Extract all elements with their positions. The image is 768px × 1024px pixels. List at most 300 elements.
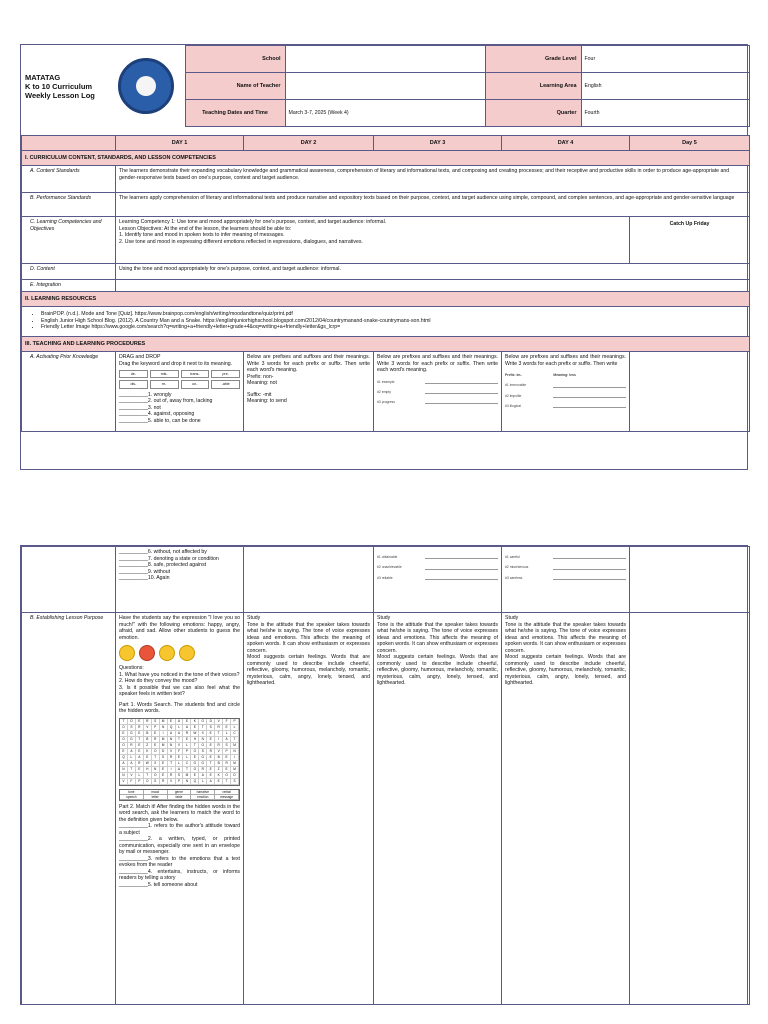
teacher-label: Name of Teacher [185,73,285,100]
word-search-letter[interactable]: R [136,761,144,767]
word-search-letter[interactable]: T [199,725,207,731]
worksheet-row-label: #2 impolite [505,393,522,398]
word-search-letter[interactable]: X [152,761,160,767]
objective-2: 2. Use tone and mood in expressing different emotions reflected in expressions, dialogues, and narratives. [119,238,363,245]
learning-area-label: Learning Area [485,73,581,100]
word-bank-item: verbal [215,790,239,795]
word-search-letter[interactable]: N [183,779,191,785]
title-line-2: K to 10 Curriculum [25,81,93,91]
afraid-face-icon [159,645,175,661]
word-search-letter[interactable]: N [168,743,176,749]
day2-suffix: Suffix: -mit [247,391,272,398]
word-search-letter[interactable]: T [223,779,231,785]
word-bank-item: mood [144,790,168,795]
match-item: __________5. tell someone about [119,881,198,888]
word-search-letter[interactable]: A [128,761,136,767]
word-search-letter[interactable]: S [207,725,215,731]
match-item: __________3. refers to the emotions that a text evokes from the reader [119,855,240,868]
word-search-letter[interactable]: B [144,731,152,737]
catch-up-friday: Catch Up Friday [630,217,750,264]
word-search-letter[interactable]: A [183,725,191,731]
dates-value[interactable]: March 3-7, 2025 (Week 4) [285,100,485,127]
word-search-letter[interactable]: T [176,737,184,743]
word-search-letter[interactable]: E [207,773,215,779]
word-search-letter[interactable]: O [191,761,199,767]
emotion-activity-instructions: Have the students say the expression "I love you so much!" with the following emotions: happy, angry, afraid, and sad. Allow other students to guess the emotion. [119,615,240,641]
word-search-letter[interactable]: N [120,767,128,773]
word-search-letter[interactable]: E [207,743,215,749]
word-search-letter[interactable]: O [199,719,207,725]
quarter-value[interactable]: Fourth [581,100,749,127]
competencies-cell [116,217,630,264]
word-search-letter[interactable]: E [120,731,128,737]
emotion-faces [119,645,240,661]
keyword-chip[interactable]: -able [211,380,240,388]
word-search-letter[interactable]: V [215,749,223,755]
word-bank-item: emotion [191,795,215,800]
section-3-title: III. TEACHING AND LEARNING PROCEDURES [22,337,750,352]
word-search-letter[interactable]: T [231,737,239,743]
day5-continued [630,547,750,613]
drag-drop-item: __________8. safe, protected against [119,562,207,568]
word-search-letter[interactable]: L [199,779,207,785]
day3-worksheet-image [377,380,498,405]
resource-item: • BrainPOP. (n.d.). Mode and Tone [Quiz]. https://www.brainpop.com/english/writing/moodandtone/quiz/print.pdf [41,311,746,318]
word-search-letter[interactable]: V [215,719,223,725]
word-search-letter[interactable]: A [176,719,184,725]
word-search-letter[interactable]: A [168,731,176,737]
section-2-title: II. LEARNING RESOURCES [22,292,750,307]
drag-drop-item: __________6. without, not affected by [119,549,207,555]
title-line-3: Weekly Lesson Log [25,90,95,100]
drag-drop-item: __________7. denoting a state or condition [119,555,219,562]
word-search-letter[interactable]: M [231,743,239,749]
day2-instructions: Below are prefixes and suffixes and their meanings. Write 3 words for each prefix or suffix. Then write each word's meaning. [247,354,370,373]
word-search-letter[interactable]: E [160,767,168,773]
match-item: __________4. entertains, instructs, or informs readers by telling a story [119,868,240,881]
word-search-letter[interactable]: Z [215,767,223,773]
word-search-letter[interactable]: E [223,767,231,773]
word-search-letter[interactable]: V [168,779,176,785]
word-search-letter[interactable]: N [199,737,207,743]
word-search-letter[interactable]: M [231,761,239,767]
word-search-letter[interactable]: A [120,761,128,767]
word-search-letter[interactable]: O [191,767,199,773]
word-search-letter[interactable]: O [152,749,160,755]
worksheet-row-label: #1 careful [505,555,520,559]
worksheet-row-label: #2 unachievable [377,565,402,570]
word-search-letter[interactable]: L [136,773,144,779]
content-standards-label: A. Content Standards [22,166,116,193]
worksheet-row-label: #3 reliable [377,575,393,580]
word-search-letter[interactable]: D [207,719,215,725]
day4-worksheet-continued [505,555,626,580]
word-search-letter[interactable]: F [176,749,184,755]
word-search-letter[interactable]: L [176,725,184,731]
word-search-letter[interactable]: V [168,749,176,755]
word-search-letter[interactable]: W [191,731,199,737]
content-text: Using the tone and mood appropriately for one's purpose, context, and target audience: informal. [116,264,750,280]
worksheet-row-label: #1 obtainable [377,555,398,559]
word-search-letter[interactable]: M [160,719,168,725]
dates-label: Teaching Dates and Time [185,100,285,127]
word-search-letter[interactable]: O [128,719,136,725]
worksheet-head: Meaning: less [553,373,576,377]
school-label: School [185,46,285,73]
day-1-header: DAY 1 [116,136,244,151]
establishing-lesson-purpose-label: B. Establishing Lesson Purpose [22,613,116,1005]
happy-face-icon [119,645,135,661]
keyword-chip[interactable]: re- [150,380,179,388]
content-label: D. Content [22,264,116,280]
keyword-bank [119,370,240,389]
word-search-letter[interactable]: L [176,761,184,767]
word-search-letter[interactable]: E [160,773,168,779]
header-table [21,45,750,127]
word-search-letter[interactable]: M [160,737,168,743]
word-search-letter[interactable]: L [223,731,231,737]
word-bank [119,789,240,801]
word-search-letter[interactable]: P [152,725,160,731]
keyword-chip[interactable]: pre- [211,370,240,378]
question-item: 2. How do they convey the mood? [119,678,198,684]
word-bank-item: speech [120,795,144,800]
worksheet-row-label: #1 immovable [505,383,527,388]
word-search-letter[interactable]: A [199,773,207,779]
day2-study-text: Study Tone is the attitude that the speaker takes towards what he/she is saying. The tone of voice expresses ideas and emotions. This affects the meaning of spoken words. It can show enthusiasm or expresses concern. Mood suggests certain feelings. Words that are commonly used to describe include cheerful, reflective, gloomy, humorous, melancholy, romantic, mysterious, calm, angry, lonely, tensed, and lighthearted. [244,613,374,1005]
word-search-letter[interactable]: D [231,773,239,779]
word-search-letter[interactable]: N [120,773,128,779]
day-3-header: DAY 3 [374,136,502,151]
resource-item: • English Junior High School Blog. (2012). A Country Man and a Snake. https://englishjuniorhighschool.blogspot.com/2012/04/countrymanand-snake-countrymans-son.html [41,318,746,325]
word-search-letter[interactable]: S [160,755,168,761]
keyword-chip[interactable]: de- [119,370,148,378]
word-search-letter[interactable]: I [168,767,176,773]
content-standards-text: The learners demonstrate their expanding vocabulary knowledge and grammatical awareness, comprehension of literary and informational texts, and composing and creating processes; and their receptive and productive skills in order to produce age-appropriate and gender-responsive texts based on one's purpose, context and target audience. [116,166,750,193]
word-search-letter[interactable]: E [144,755,152,761]
performance-standards-text: The learners apply comprehension of literary and informational texts and produce narrative and expository texts based on their purpose, context, and target audience using simple, compound, and complex sentences, and age-appropriate and gender-sensitive language [116,193,750,217]
teacher-value[interactable] [285,73,485,100]
word-search-letter[interactable]: S [152,779,160,785]
word-bank-item: letter [144,795,168,800]
day2-prefix: Prefix: non- [247,373,274,380]
word-search-letter[interactable]: E [191,755,199,761]
word-search-letter[interactable]: N [152,767,160,773]
day2-prefix-meaning: Meaning: not [247,380,277,386]
word-bank-item: tone [120,790,144,795]
question-item: 3. Is it possible that we can also feel what the speaker feels in written text? [119,684,240,697]
drag-drop-item: __________1. wrongly [119,391,172,398]
word-search-letter[interactable]: P [231,719,239,725]
word-search-letter[interactable]: V [128,773,136,779]
word-search-letter[interactable]: R [223,761,231,767]
objective-1: 1. Identify tone and mood in spoken texts to infer meaning of messages. [119,232,285,238]
performance-standards-label: B. Performance Standards [22,193,116,217]
word-search-letter[interactable]: O [191,749,199,755]
word-search-letter[interactable]: R [183,731,191,737]
word-search-letter[interactable]: R [168,773,176,779]
word-search-letter[interactable]: Z [144,743,152,749]
word-search-letter[interactable]: T [191,743,199,749]
day4-activating-cell [502,352,630,432]
lesson-table-continued [21,546,750,1005]
word-search-letter[interactable]: S [199,749,207,755]
day5-establishing-cell [630,613,750,1005]
word-search-letter[interactable]: G [199,755,207,761]
word-search-letter[interactable]: E [136,749,144,755]
word-search-letter[interactable]: L [231,725,239,731]
day3-study-text: Study Tone is the attitude that the speaker takes towards what he/she is saying. The tone of voice expresses ideas and emotions. This affects the meaning of spoken words. It can show enthusiasm or expresses concern. Mood suggests certain feelings. Words that are commonly used to describe include cheerful, reflective, gloomy, humorous, melancholy, romantic, mysterious, calm, angry, lonely, tensed, and lighthearted. [374,613,502,1005]
word-search-letter[interactable]: T [120,719,128,725]
learning-area-value[interactable]: English [581,73,749,100]
part1-instructions: Part 1. Words Search. The students find and circle the hidden words. [119,701,240,714]
word-search-letter[interactable]: N [231,749,239,755]
day-4-header: DAY 4 [502,136,630,151]
word-search-letter[interactable]: L [183,743,191,749]
blank-label-cell [22,547,116,613]
word-search-letter[interactable]: P [136,779,144,785]
word-search-letter[interactable]: B [215,761,223,767]
word-search-letter[interactable]: O [120,725,128,731]
word-search-letter[interactable]: L [128,755,136,761]
drag-drop-item: __________10. Again [119,575,170,581]
word-search-letter[interactable]: G [199,761,207,767]
word-search-letter[interactable]: E [136,731,144,737]
word-search-letter[interactable]: O [223,773,231,779]
deped-seal [107,46,185,127]
word-search-letter[interactable]: M [183,773,191,779]
word-bank-item: fable [168,795,192,800]
word-search-letter[interactable]: N [168,737,176,743]
resource-item: • Friendly Letter Image https://www.google.com/search?q=writing+a+friendly+letter+grade+4&oq=writing+a+friendly+letter&gs_lcrp= [41,324,746,331]
day3-continued [374,547,502,613]
sad-face-icon [179,645,195,661]
word-search-letter[interactable]: T [144,773,152,779]
day4-instructions: Below are prefixes and suffixes and their meanings. Write 3 words for each prefix or suffix. Then write [505,354,626,367]
angry-face-icon [139,645,155,661]
worksheet-row-label: #3 illogical [505,403,521,408]
word-search-letter[interactable]: E [223,755,231,761]
word-search-letter[interactable]: E [183,737,191,743]
worksheet-head: Prefix: im- [505,373,522,377]
blank-header-cell [22,136,116,151]
word-search-letter[interactable]: C [231,731,239,737]
day2-suffix-meaning: Meaning: to send [247,398,287,404]
word-search-letter[interactable]: I [231,755,239,761]
word-search-letter[interactable]: T [215,731,223,737]
section-1-title: I. CURRICULUM CONTENT, STANDARDS, AND LESSON COMPETENCIES [22,151,750,166]
school-value[interactable] [285,46,485,73]
word-search-letter[interactable]: S [223,743,231,749]
worksheet-row-label: #1 example [377,379,395,384]
word-search-letter[interactable]: A [223,737,231,743]
word-search-letter[interactable]: R [144,719,152,725]
day3-activating-cell [374,352,502,432]
keyword-chip[interactable]: un- [181,380,210,388]
document-title [21,46,107,127]
word-search-letter[interactable]: S [128,725,136,731]
word-search-letter[interactable]: S [152,719,160,725]
word-search-letter[interactable]: E [191,725,199,731]
keyword-chip[interactable]: mis- [150,370,179,378]
word-search-letter[interactable]: G [128,737,136,743]
worksheet-row-label: #2 mischievous [505,565,529,570]
day1-establishing-cell [116,613,244,1005]
word-search-letter[interactable]: E [176,755,184,761]
word-search-letter[interactable]: E [168,719,176,725]
word-search-letter[interactable]: T [207,761,215,767]
match-item: __________2. a written, typed, or printed communication, especially one sent in an envelope by mail or messenger. [119,836,240,855]
word-search-letter[interactable]: A [176,731,184,737]
word-search-letter[interactable]: E [136,719,144,725]
word-search-letter[interactable]: T [183,767,191,773]
word-search-letter[interactable]: T [168,761,176,767]
worksheet-row-label: #3 careless [505,575,523,580]
keyword-chip[interactable]: trans- [181,370,210,378]
word-search-letter[interactable]: E [207,767,215,773]
word-search-letter[interactable]: T [128,767,136,773]
word-search-letter[interactable]: M [231,767,239,773]
word-search-letter[interactable]: O [199,743,207,749]
question-item: 1. What have you noticed in the tone of their voices? [119,671,240,678]
word-search-letter[interactable]: V [144,725,152,731]
day5-activating-cell [630,352,750,432]
word-bank-item: genre [168,790,192,795]
word-search-letter[interactable]: R [215,725,223,731]
integration-text [116,280,750,292]
drag-drop-item: __________5. able to, can be done [119,417,201,424]
word-search-letter[interactable]: E [136,743,144,749]
word-search-letter[interactable]: Q [191,779,199,785]
word-search-letter[interactable]: A [207,779,215,785]
word-search-letter[interactable]: R [160,779,168,785]
word-search-letter[interactable]: S [231,779,239,785]
word-search-letter[interactable]: V [176,743,184,749]
integration-label: E. Integration [22,280,116,292]
drag-drop-item: __________9. without [119,568,171,575]
word-search-letter[interactable]: O [152,773,160,779]
day4-study-text: Study Tone is the attitude that the speaker takes towards what he/she is saying. The tone of voice expresses ideas and emotions. This affects the meaning of spoken words. It can show enthusiasm or expresses concern. Mood suggests certain feelings. Words that are commonly used to describe include cheerful, reflective, gloomy, humorous, melancholy, romantic, mysterious, calm, angry, lonely, tensed, and lighthearted. [502,613,630,1005]
day1-activating-continued [116,547,244,613]
word-search-letter[interactable]: S [176,773,184,779]
word-search-letter[interactable]: F [128,779,136,785]
word-search-letter[interactable]: K [144,749,152,755]
word-search-letter[interactable]: E [152,731,160,737]
word-search-letter[interactable]: O [144,779,152,785]
word-search-letter[interactable]: E [183,719,191,725]
word-search-letter[interactable]: E [152,743,160,749]
drag-drop-item: __________2. out of, away from, lacking [119,398,213,405]
word-search-letter[interactable]: P [176,779,184,785]
seal-icon [118,58,174,114]
word-search-letter[interactable]: P [223,749,231,755]
word-search-letter[interactable]: R [152,737,160,743]
word-search-letter[interactable]: R [128,743,136,749]
word-search-letter[interactable]: R [215,743,223,749]
word-search-letter[interactable]: G [128,731,136,737]
word-search-letter[interactable]: O [120,743,128,749]
word-search-letter[interactable]: T [152,755,160,761]
word-search-letter[interactable]: B [215,755,223,761]
word-search-letter[interactable]: P [183,749,191,755]
objectives-intro: Lesson Objectives: At the end of the lesson, the learners should be able to: [119,225,292,232]
word-search-letter[interactable]: Q [168,725,176,731]
day4-continued [502,547,630,613]
word-search-letter[interactable]: K [215,773,223,779]
worksheet-row-label: #3 progress [377,400,395,404]
word-search-letter[interactable]: H [144,767,152,773]
word-search-letter[interactable]: C [183,761,191,767]
word-bank-item: message [215,795,239,800]
word-search-letter[interactable]: R [168,755,176,761]
word-search-letter[interactable]: A [136,755,144,761]
title-line-1: MATATAG [25,72,61,82]
word-search-letter[interactable]: E [191,773,199,779]
word-search-letter[interactable]: T [136,737,144,743]
quarter-label: Quarter [485,100,581,127]
word-search-letter[interactable]: N [160,725,168,731]
lesson-log-page-1 [20,44,748,470]
word-search-letter[interactable]: K [191,719,199,725]
word-search-letter[interactable]: I [160,731,168,737]
word-search-letter[interactable]: A [176,767,184,773]
resources-list [25,311,746,331]
word-search-letter[interactable]: H [191,737,199,743]
word-search-letter[interactable]: E [215,779,223,785]
word-search-grid[interactable] [119,718,240,786]
word-search-letter[interactable]: M [160,743,168,749]
competencies-label: C. Learning Competencies and Objectives [22,217,116,264]
word-search-letter[interactable]: X [199,731,207,737]
word-search-letter[interactable]: E [120,749,128,755]
word-search-letter[interactable]: V [120,779,128,785]
word-search-letter[interactable]: E [207,731,215,737]
word-search-letter[interactable]: E [136,767,144,773]
word-search-letter[interactable]: E [207,755,215,761]
word-search-letter[interactable]: E [207,737,215,743]
word-search-letter[interactable]: F [223,719,231,725]
day2-continued [244,547,374,613]
word-search-letter[interactable]: B [144,737,152,743]
word-search-letter[interactable]: E [160,761,168,767]
word-search-letter[interactable]: L [183,755,191,761]
word-search-letter[interactable]: R [199,767,207,773]
word-search-letter[interactable]: D [160,749,168,755]
day3-worksheet-continued [377,555,498,580]
word-search-letter[interactable]: Q [120,755,128,761]
day-5-header: Day 5 [630,136,750,151]
drag-drop-item: __________4. against, opposing [119,411,195,418]
lesson-table [21,135,750,432]
day2-activating-cell [244,352,374,432]
word-search-letter[interactable]: W [144,761,152,767]
word-search-letter[interactable]: I [215,737,223,743]
day1-activating-cell [116,352,244,432]
word-search-letter[interactable]: E [223,725,231,731]
word-search-letter[interactable]: R [207,749,215,755]
resources-cell [22,307,750,337]
keyword-chip[interactable]: dis- [119,380,148,388]
word-search-letter[interactable]: O [120,737,128,743]
day3-instructions: Below are prefixes and suffixes and their meanings. Write 3 words for each prefix or suffix. Then write each word's meaning. [377,354,498,373]
worksheet-row-label: #2 empty [377,389,391,394]
grade-level-value[interactable]: Four [581,46,749,73]
questions-label: Questions: [119,665,144,671]
part2-instructions: Part 2. Match it! After finding the hidden words in the word search, ask the learners to match the word to the definition given below. [119,803,240,823]
word-search-letter[interactable]: R [136,725,144,731]
word-search-letter[interactable]: A [128,749,136,755]
competency-text: Learning Competency 1: Use tone and mood appropriately for one's purpose, context, and target audience: informal. [119,219,387,225]
